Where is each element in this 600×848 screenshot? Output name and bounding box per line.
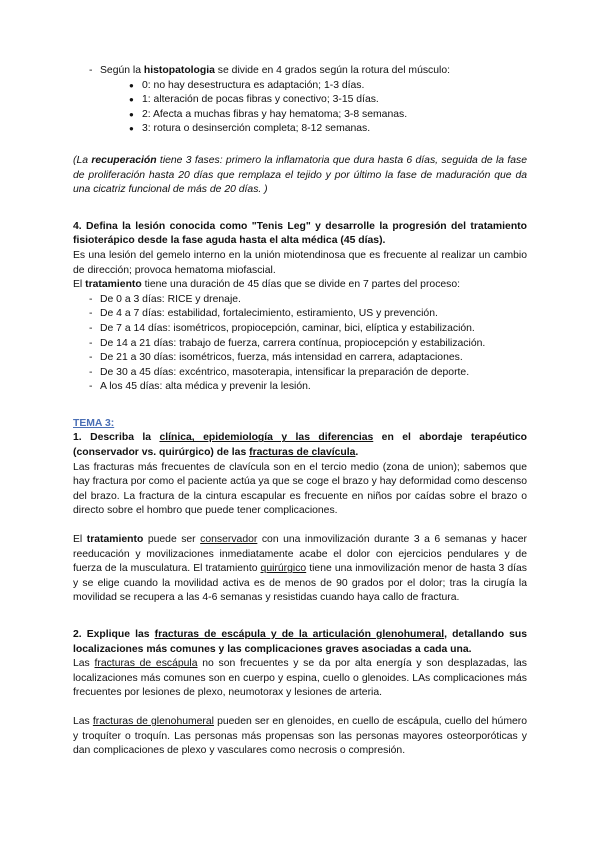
underlined-term: fracturas de escápula xyxy=(94,658,198,670)
text: 1. Describa la xyxy=(73,432,160,444)
text: . xyxy=(355,447,359,459)
underlined-term: fracturas de glenohumeral xyxy=(92,715,214,727)
question-4-heading: 4. Defina la lesión conocida como "Tenis Leg" y desarrolle la progresión del tratamiento fisioterápico desde la fase aguda hasta el alta médica (45 días). xyxy=(73,220,527,247)
text: , detallando sus localizaciones más comunes y las complicaciones graves asociadas a cada una. xyxy=(73,629,528,655)
text: no son frecuentes y se da por alta energía y son desplazadas, las localizaciones más comunes son en cuerpo y espina, cuello o glenoides. LAs complicaciones más frecuentes por lesiones de plexo, neumotorax y lesiones de arteria. xyxy=(73,658,527,699)
text: tiene una duración de 45 días que se divide en 7 partes del proceso: xyxy=(141,279,461,291)
section-title: TEMA 3: xyxy=(73,417,115,429)
treatment-step: - De 14 a 21 días: trabajo de fuerza, carrera contínua, propiocepción y estabilización. xyxy=(73,337,527,352)
bold-term: tratamiento xyxy=(86,534,144,546)
underlined-term: conservador xyxy=(200,534,258,546)
bold-term: histopatologia xyxy=(143,65,215,76)
tema3-question-1-heading xyxy=(73,431,527,460)
text: 2. Explique las xyxy=(73,629,155,640)
underlined-term: quirúrgico xyxy=(260,563,307,575)
underlined-term: fracturas de escápula y de la articulación glenohumeral xyxy=(154,629,445,640)
grade-item: ● 0: no hay desestructura es adaptación; 1-3 días. xyxy=(129,79,527,94)
text: Las xyxy=(73,715,93,727)
grades-list xyxy=(73,79,527,137)
text: tiene una inmovilización menor de hasta 3 días y se elige cuando la movilidad activa es de menos de 90 grados por el dolor; tras la cirugía la movilidad se recupera a las 4-6 semanas y resistidas cuando haya callo de fractura. xyxy=(73,563,527,604)
recovery-paragraph xyxy=(73,154,527,198)
treatment-step: - A los 45 días: alta médica y prevenir la lesión. xyxy=(73,380,527,395)
text: Las xyxy=(73,658,95,670)
question-4-treatment xyxy=(73,278,527,293)
text: se divide en 4 grados según la rotura del músculo: xyxy=(214,65,451,76)
bold-term: tratamiento xyxy=(85,279,142,291)
text: puede ser xyxy=(143,534,201,546)
treatment-step: - De 21 a 30 días: isométricos, fuerza, más intensidad en carrera, adaptaciones. xyxy=(73,351,527,366)
treatment-steps-list xyxy=(73,293,527,395)
grade-item: ● 1: alteración de pocas fibras y conectivo; 3-15 días. xyxy=(129,93,527,108)
text: El xyxy=(73,534,87,546)
text: en el abordaje terapéutico (conservador vs. quirúrgico) de las xyxy=(73,432,527,459)
glenohumeral-paragraph xyxy=(73,715,527,759)
text: Según la xyxy=(100,65,144,76)
clavicle-treatment-paragraph xyxy=(73,533,527,606)
text: (La xyxy=(73,154,92,166)
text: pueden ser en glenoides, en cuello de escápula, cuello del húmero y troquíter o troquín. Las personas más propensas son las personas mayores osteorporóticas y dan complicaciones de plexo y vasculares como necrosis o compresión. xyxy=(73,715,528,757)
underlined-term: clínica, epidemiología y las diferencias xyxy=(159,432,374,444)
histopathology-item xyxy=(73,64,527,79)
grade-item: ● 2: Afecta a muchas fibras y hay hematoma; 3-8 semanas. xyxy=(129,108,527,123)
document-page xyxy=(73,64,527,759)
tema3-question-2-heading xyxy=(73,628,527,657)
text: con una inmovilización durante 3 a 6 semanas y hacer reeducación y movilizaciones inmediatamente acabe el dolor con ejercicios pendulares y de fuerza de la musculatura. El tratamiento xyxy=(73,534,527,575)
treatment-step: - De 30 a 45 días: excéntrico, masoterapia, intensificar la preparación de deporte. xyxy=(73,366,527,381)
text: tiene 3 fases: primero la inflamatoria que dura hasta 6 días, seguida de la fase de proliferación hasta 20 días que remplaza el tejido y por último la fase de maduración que da una cicatriz funcional de más de 20 días. ) xyxy=(73,154,528,196)
text: El xyxy=(73,279,86,291)
clavicle-paragraph: Las fracturas más frecuentes de clavícula son en el tercio medio (zona de union); sabemos que hay fractura por como el paciente actúa ya que se coge el brazo y hay deformidad como descenso del brazo. La fractura de la cintura escapular es frecuente en niños por caídas sobre el brazo o directo sobre el hombro que puede tener complicaciones. xyxy=(73,461,527,517)
grade-item: ● 3: rotura o desinserción completa; 8-12 semanas. xyxy=(129,122,527,137)
bold-term: recuperación xyxy=(91,154,157,166)
scapula-paragraph xyxy=(73,657,527,701)
underlined-term: fracturas de clavícula xyxy=(249,447,356,459)
question-4-intro: Es una lesión del gemelo interno en la unión miotendinosa que es frecuente al realizar un cambio de dirección; provoca hematoma miofascial. xyxy=(73,249,527,276)
treatment-step: - De 0 a 3 días: RICE y drenaje. xyxy=(73,293,527,308)
treatment-step: - De 7 a 14 días: isométricos, propiocepción, caminar, bici, elíptica y estabilización. xyxy=(73,322,527,337)
treatment-step: - De 4 a 7 días: estabilidad, fortalecimiento, estiramiento, US y prevención. xyxy=(73,307,527,322)
